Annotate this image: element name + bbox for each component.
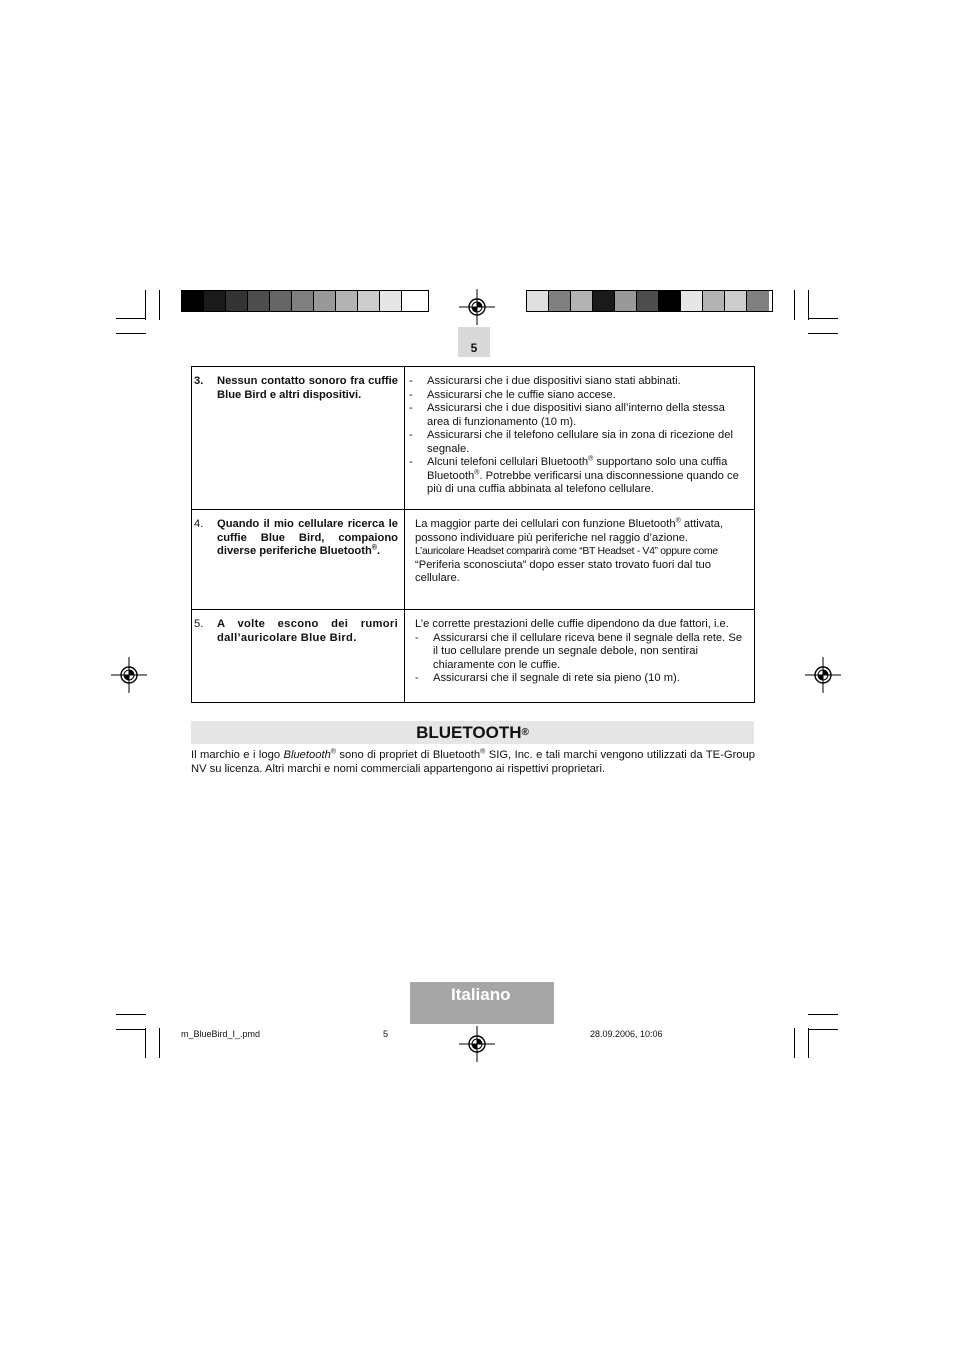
color-swatch xyxy=(549,291,571,311)
answer-cell xyxy=(405,367,755,510)
color-swatch xyxy=(681,291,703,311)
registration-mark-icon xyxy=(805,657,841,693)
list-item: - Assicurarsi che i due dispositivi siano stati abbinati. xyxy=(409,375,681,387)
table-row xyxy=(192,510,755,610)
crop-mark xyxy=(808,1029,838,1030)
color-swatch xyxy=(637,291,659,311)
question-number: 5. xyxy=(194,618,204,630)
question-cell xyxy=(192,367,405,510)
crop-mark xyxy=(116,1014,146,1015)
color-swatch xyxy=(615,291,637,311)
crop-mark xyxy=(116,333,146,334)
list-item: - Assicurarsi che il telefono cellulare sia in zona di ricezione del segnale. xyxy=(409,429,733,455)
question-text: Quando il mio cellulare ricerca le cuffie Blue Bird, compaiono diverse periferiche Bluetooth®. xyxy=(217,518,398,557)
crop-mark xyxy=(808,1028,809,1058)
color-swatch xyxy=(314,291,336,311)
list-item: - Alcuni telefoni cellulari Bluetooth® supportano solo una cuffia Bluetooth®. Potrebbe verificarsi una disconnessione quando ce più di una cuffia abbinata al telefono cellulare. xyxy=(409,455,739,495)
color-swatch xyxy=(703,291,725,311)
crop-mark xyxy=(145,1028,146,1058)
answer-paragraph: L’auricolare Headset comparirà come “BT Headset - V4” oppure come xyxy=(415,545,718,557)
crop-mark xyxy=(794,290,795,320)
registration-mark-icon xyxy=(459,1026,495,1062)
bluetooth-trademark-text: Il marchio e i logo Bluetooth® sono di propriet di Bluetooth® SIG, Inc. e tali marchi vengono utilizzati da TE-Group NV su licenza. Altri marchi e nomi commerciali appartengono ai rispettivi proprietari. xyxy=(191,748,755,775)
color-swatch xyxy=(659,291,681,311)
color-swatch xyxy=(204,291,226,311)
question-number: 4. xyxy=(194,518,204,530)
color-swatch xyxy=(527,291,549,311)
crop-mark xyxy=(159,1028,160,1058)
answer-paragraph: “Periferia sconosciuta” dopo esser stato trovato fuori dal tuo cellulare. xyxy=(415,558,711,584)
crop-mark xyxy=(808,1014,838,1015)
question-cell xyxy=(192,510,405,610)
table-row xyxy=(192,367,755,510)
list-item: - Assicurarsi che le cuffie siano accese. xyxy=(409,388,616,401)
color-swatch xyxy=(593,291,615,311)
list-item: - Assicurarsi che il segnale di rete sia pieno (10 m). xyxy=(415,672,680,684)
registration-mark-icon xyxy=(111,657,147,693)
crop-mark xyxy=(116,318,146,319)
color-swatch xyxy=(402,291,424,311)
crop-mark xyxy=(808,290,809,320)
color-swatch xyxy=(571,291,593,311)
answer-cell xyxy=(405,610,755,703)
list-item: - Assicurarsi che i due dispositivi siano all’interno della stessa area di funzionamento (10 m). xyxy=(409,402,725,428)
footer-page: 5 xyxy=(383,1029,389,1039)
color-swatch xyxy=(358,291,380,311)
bluetooth-heading: BLUETOOTH ® xyxy=(191,721,754,744)
question-number: 3. xyxy=(194,375,204,387)
page-number: 5 xyxy=(458,327,490,357)
footer-filename: m_BlueBird_I_.pmd xyxy=(181,1029,261,1039)
answer-paragraph: La maggior parte dei cellulari con funzione Bluetooth® attivata, possono individuare più periferiche nel raggio d’azione. xyxy=(415,517,724,544)
question-text: A volte escono dei rumori dall’auricolare Blue Bird. xyxy=(217,618,398,644)
answer-intro: L’e corrette prestazioni delle cuffie dipendono da due fattori, i.e. xyxy=(415,618,729,630)
crop-mark xyxy=(794,1028,795,1058)
color-swatch xyxy=(182,291,204,311)
color-swatch xyxy=(292,291,314,311)
question-cell xyxy=(192,610,405,703)
crop-mark xyxy=(808,318,838,319)
crop-mark xyxy=(145,290,146,320)
table-row xyxy=(192,610,755,703)
color-bar-left xyxy=(181,290,429,312)
footer-date: 28.09.2006, 10:06 xyxy=(590,1029,663,1039)
crop-mark xyxy=(159,290,160,320)
color-swatch xyxy=(725,291,747,311)
color-bar-right xyxy=(526,290,773,312)
crop-mark xyxy=(116,1029,146,1030)
color-swatch xyxy=(270,291,292,311)
list-item: - Assicurarsi che il cellulare riceva bene il segnale della rete. Se il tuo cellulare prende un segnale debole, non sentirai chiaramente con le cuffie. xyxy=(415,631,743,671)
crop-mark xyxy=(808,333,838,334)
language-label: Italiano xyxy=(410,982,554,1024)
color-swatch xyxy=(226,291,248,311)
troubleshooting-table xyxy=(191,366,755,703)
color-swatch xyxy=(336,291,358,311)
color-swatch xyxy=(248,291,270,311)
color-swatch xyxy=(380,291,402,311)
color-swatch xyxy=(747,291,769,311)
question-text: Nessun contatto sonoro fra cuffie Blue Bird e altri dispositivi. xyxy=(217,375,398,401)
answer-cell xyxy=(405,510,755,610)
registration-mark-icon xyxy=(459,289,495,325)
